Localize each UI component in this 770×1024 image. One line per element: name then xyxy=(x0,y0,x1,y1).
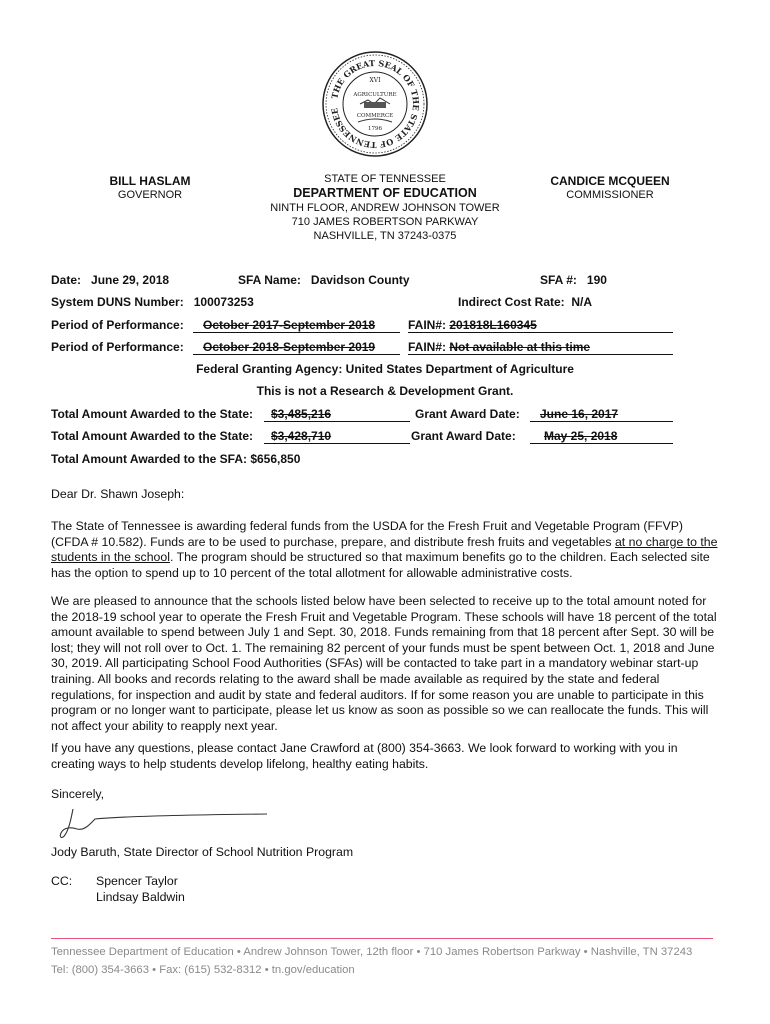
sfa-total: Total Amount Awarded to the SFA: $656,850 xyxy=(51,452,301,466)
signer-line: Jody Baruth, State Director of School Nutrition Program xyxy=(51,845,354,859)
paragraph-1 xyxy=(51,519,723,581)
address-line-3: NASHVILLE, TN 37243-0375 xyxy=(313,230,457,242)
duns-label: System DUNS Number: xyxy=(51,295,184,309)
paragraph-1-a: The State of Tennessee is awarding federal funds from the USDA for the Fresh Fruit and Vegetable Program (FFVP) (CFDA # 10.582). Funds are to be used to purchase, prepare, and distribute fresh fruits and vegetables xyxy=(51,519,684,549)
sfa-number-field xyxy=(540,273,607,287)
paragraph-3: If you have any questions, please contact Jane Crawford at (800) 354-3663. We look forward to working with you in creating ways to help students develop lifelong, healthy eating habits. xyxy=(51,741,678,771)
grant-date-2-label: Grant Award Date: xyxy=(411,429,516,443)
cc-recipient-1: Spencer Taylor xyxy=(96,874,178,888)
fain-1-field xyxy=(408,318,673,333)
commissioner-title: COMMISSIONER xyxy=(566,189,654,201)
period-1-label: Period of Performance: xyxy=(51,318,184,332)
date-label: Date: xyxy=(51,273,82,287)
department-name: DEPARTMENT OF EDUCATION xyxy=(293,186,477,200)
sfa-name-label: SFA Name: xyxy=(238,273,301,287)
period-2-label: Period of Performance: xyxy=(51,340,184,354)
period-1-value: October 2017-September 2018 xyxy=(203,318,376,332)
fain-2-field xyxy=(408,340,673,355)
grant-date-2-value-wrap xyxy=(530,429,673,444)
commissioner-block xyxy=(510,174,710,202)
total-1-value-wrap xyxy=(264,407,410,422)
sfa-number-value: 190 xyxy=(586,273,607,287)
period-1-value-wrap xyxy=(193,318,400,333)
period-2-value-wrap xyxy=(193,340,400,355)
fain-1-label: FAIN#: xyxy=(408,318,447,332)
closing: Sincerely, xyxy=(51,787,105,801)
date-field xyxy=(51,273,169,287)
state-name: STATE OF TENNESSEE xyxy=(324,173,446,185)
total-2-value-wrap xyxy=(264,429,410,444)
sfa-name-field xyxy=(238,273,410,287)
address-line-1: NINTH FLOOR, ANDREW JOHNSON TOWER xyxy=(270,202,500,214)
grant-date-1-value-wrap xyxy=(530,407,673,422)
seal-year: 1796 xyxy=(368,126,382,132)
governor-name: BILL HASLAM xyxy=(109,174,191,188)
total-1-value: $3,485,216 xyxy=(271,407,332,421)
paragraph-2: We are pleased to announce that the schools listed below have been selected to receive up to the total amount noted for the 2018-19 school year to operate the Fresh Fruit and Vegetable Program. These schools will have 18 percent of the total amount available to spend between July 1 and Sept. 30, 2018. Funds remaining from that 18 percent after Sept. 30 will be lost; they will not roll over to Oct. 1. The remaining 82 percent of your funds must be spent between Oct. 1, 2018 and June 30, 2019. All participating School Food Authorities (SFAs) will be contacted to take part in a mandatory webinar start-up training. All books and records relating to the award shall be made available as required by the state and federal regulations, for inspection and audit by state and federal auditors. If for some reason you are unable to participate in this program or no longer want to participate, please let us know as soon as possible so we can reallocate the funds. This will not affect your ability to reapply next year. xyxy=(51,594,717,733)
fain-2-value: Not available at this time xyxy=(449,340,591,354)
footer-address: Tennessee Department of Education • Andrew Johnson Tower, 12th floor • 710 James Robertson Parkway • Nashville, TN 37243 xyxy=(51,946,693,958)
sfa-name-value: Davidson County xyxy=(310,273,410,287)
total-2-value: $3,428,710 xyxy=(271,429,332,443)
fain-1-value: 201818L160345 xyxy=(449,318,537,332)
granting-agency: Federal Granting Agency: United States Department of Agriculture xyxy=(196,362,574,376)
indirect-cost-label: Indirect Cost Rate: xyxy=(458,295,565,309)
seal-commerce: COMMERCE xyxy=(356,113,394,119)
fain-2-label: FAIN#: xyxy=(408,340,447,354)
duns-value: 100073253 xyxy=(193,295,254,309)
total-1-label: Total Amount Awarded to the State: xyxy=(51,407,254,421)
date-value: June 29, 2018 xyxy=(91,273,170,287)
grant-date-2-value: May 25, 2018 xyxy=(544,429,618,443)
indirect-cost-field xyxy=(458,295,592,309)
paragraph-1-b: . The program should be structured so that maximum benefits go to the children. Each selected site has the option to spend up to 10 percent of the total allotment for allowable administrative costs. xyxy=(51,550,710,580)
sfa-number-label: SFA #: xyxy=(540,273,577,287)
grant-date-1-value: June 16, 2017 xyxy=(540,407,619,421)
commissioner-name: CANDICE MCQUEEN xyxy=(550,174,670,188)
department-block xyxy=(220,172,550,243)
footer-rule xyxy=(51,938,713,939)
governor-block xyxy=(60,174,240,202)
seal-ring-text: THE GREAT SEAL OF THE STATE OF TENNESSEE xyxy=(329,57,422,151)
salutation: Dear Dr. Shawn Joseph: xyxy=(51,487,185,501)
grant-date-1-label: Grant Award Date: xyxy=(415,407,520,421)
seal-agriculture: AGRICULTURE xyxy=(353,92,397,98)
seal-number: XVI xyxy=(369,77,381,84)
indirect-cost-value: N/A xyxy=(571,295,593,309)
total-2-label: Total Amount Awarded to the State: xyxy=(51,429,254,443)
cc-label: CC: xyxy=(51,874,73,888)
state-seal xyxy=(320,44,430,164)
cc-block xyxy=(51,874,723,905)
address-line-2: 710 JAMES ROBERTSON PARKWAY xyxy=(291,216,479,228)
rd-note: This is not a Research & Development Grant. xyxy=(256,384,514,398)
period-2-value: October 2018-September 2019 xyxy=(203,340,376,354)
paragraph-1-underlined: at no charge to the students in the school xyxy=(51,534,718,565)
footer-contact: Tel: (800) 354-3663 • Fax: (615) 532-8312 • tn.gov/education xyxy=(51,964,355,976)
cc-recipient-2: Lindsay Baldwin xyxy=(96,889,185,904)
governor-title: GOVERNOR xyxy=(117,189,183,201)
duns-field xyxy=(51,295,254,309)
signature xyxy=(55,805,275,845)
